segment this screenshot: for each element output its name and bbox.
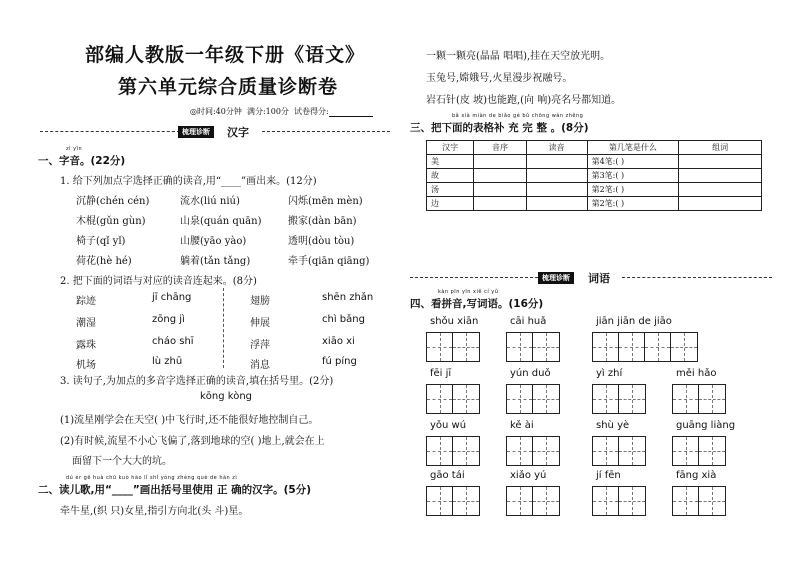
word-pinyin: kě ài [510, 420, 534, 431]
section-title-hanzi: 汉字 [227, 126, 249, 139]
section-badge: 梳理诊断 [178, 126, 214, 138]
section-title-ciyu: 词语 [588, 272, 610, 285]
writing-cell[interactable] [673, 487, 699, 515]
writing-cell[interactable] [593, 333, 619, 361]
table-row [427, 183, 762, 197]
pronunciation-item[interactable]: 搬家(dàn bān) [288, 216, 357, 227]
q1-1-instruction: 1. 给下列加点字选择正确的读音,用“____”画出来。(12分) [60, 176, 317, 187]
writing-cell[interactable] [507, 487, 533, 515]
page-title: 部编人教版一年级下册《语文》 [85, 44, 366, 66]
writing-grid[interactable] [592, 486, 646, 516]
table-cell[interactable] [474, 197, 526, 211]
table-cell-char: 故 [427, 169, 474, 183]
writing-cell[interactable] [453, 385, 479, 413]
word-pinyin: guāng liàng [676, 420, 736, 431]
pronunciation-item[interactable]: 木棍(gǔn gùn) [76, 216, 146, 227]
table-cell[interactable] [526, 183, 587, 197]
table-cell[interactable] [679, 197, 762, 211]
poem-line-4: 岩石针(皮 坡)也能跑,(向 响)亮名号都知道。 [426, 95, 622, 106]
pronunciation-item[interactable]: 椅子(qǐ yǐ) [76, 236, 126, 247]
pronunciation-item[interactable]: 流水(liú niú) [180, 196, 240, 207]
table-body [427, 155, 762, 211]
writing-cell[interactable] [533, 487, 559, 515]
match-word[interactable]: 潮湿 [76, 318, 96, 329]
writing-grid[interactable] [506, 332, 560, 362]
table-cell[interactable] [526, 169, 587, 183]
pronunciation-item[interactable]: 闪烁(mēn mèn) [288, 196, 363, 207]
writing-grid[interactable] [426, 486, 480, 516]
writing-cell[interactable] [533, 333, 559, 361]
pronunciation-item[interactable]: 沉静(chén cén) [76, 196, 150, 207]
q4-pinyin: kàn pīn yīn xiě cí yǔ [438, 289, 499, 295]
table-row [427, 155, 762, 169]
word-pinyin: fāng xià [676, 470, 717, 481]
poem-line-3: 玉兔号,嫦娥号,火星漫步祝融号。 [426, 73, 573, 84]
writing-cell[interactable] [619, 487, 645, 515]
word-pinyin: yún duǒ [510, 368, 551, 379]
word-pinyin: jiān jiān de jiāo [596, 316, 672, 327]
writing-cell[interactable] [593, 437, 619, 465]
table-cell[interactable] [679, 155, 762, 169]
writing-cell[interactable] [427, 333, 453, 361]
writing-cell[interactable] [619, 333, 645, 361]
writing-grid[interactable] [672, 436, 726, 466]
writing-grid[interactable] [672, 384, 726, 414]
section-divider [262, 131, 390, 132]
writing-cell[interactable] [593, 385, 619, 413]
meta-score: 满分:100分 [246, 107, 289, 116]
match-pinyin[interactable]: shēn zhǎn [322, 292, 374, 303]
section-divider [622, 277, 772, 278]
pronunciation-item[interactable]: 透明(dòu tòu) [288, 236, 355, 247]
match-word[interactable]: 浮萍 [250, 340, 270, 351]
pronunciation-item[interactable]: 山泉(quán quān) [180, 216, 262, 227]
writing-cell[interactable] [619, 437, 645, 465]
writing-grid[interactable] [506, 384, 560, 414]
q1-3-instruction: 3. 读句子,为加点的多音字选择正确的读音,填在括号里。(2分) [60, 376, 334, 387]
word-pinyin: jí fēn [596, 470, 621, 481]
writing-grid[interactable] [426, 332, 480, 362]
meta-got: 试卷得分: [294, 107, 329, 116]
table-cell[interactable] [474, 155, 526, 169]
table-cell-char: 汤 [427, 183, 474, 197]
word-pinyin: měi hǎo [676, 368, 717, 379]
section-badge-2: 梳理诊断 [538, 272, 574, 284]
table-row [427, 169, 762, 183]
table-header-cell: 音序 [474, 141, 526, 155]
q1-title: zì yīn 一、字音。(22分) [38, 146, 126, 167]
writing-cell[interactable] [453, 437, 479, 465]
word-pinyin: fēi jī [430, 368, 452, 379]
writing-cell[interactable] [453, 333, 479, 361]
match-pinyin[interactable]: jī chāng [152, 292, 192, 303]
match-pinyin[interactable]: cháo shī [152, 336, 194, 347]
match-word[interactable]: 消息 [250, 360, 270, 371]
table-cell[interactable] [474, 169, 526, 183]
match-pinyin[interactable]: chì bǎng [322, 314, 365, 325]
match-word[interactable]: 机场 [76, 360, 96, 371]
table-cell[interactable]: 第3笔:( ) [587, 169, 679, 183]
writing-cell[interactable] [645, 333, 671, 361]
table-cell[interactable] [526, 155, 587, 169]
q2-line-1: 牵牛星,(织 只)女星,指引方向北(头 斗)星。 [60, 506, 249, 517]
table-cell[interactable] [679, 169, 762, 183]
writing-grid[interactable] [506, 436, 560, 466]
q1-2-instruction: 2. 把下面的词语与对应的读音连起来。(8分) [60, 276, 257, 287]
poem-line-2: 一颗一颗亮(晶晶 唱唱),挂在天空放光明。 [426, 51, 611, 62]
matching-divider [223, 288, 224, 368]
writing-cell[interactable] [507, 437, 533, 465]
writing-cell[interactable] [593, 487, 619, 515]
writing-grid[interactable] [426, 384, 480, 414]
table-row [427, 197, 762, 211]
table-header-cell: 组词 [679, 141, 762, 155]
writing-cell[interactable] [427, 437, 453, 465]
table-cell[interactable]: 第4笔:( ) [587, 155, 679, 169]
writing-cell[interactable] [533, 437, 559, 465]
match-word[interactable]: 伸展 [250, 318, 270, 329]
table-cell[interactable] [474, 183, 526, 197]
q4-title: kàn pīn yīn xiě cí yǔ 四、看拼音,写词语。(16分) [410, 289, 544, 310]
table-header-cell: 第几笔是什么 [587, 141, 679, 155]
writing-cell[interactable] [619, 385, 645, 413]
match-pinyin[interactable]: lù zhū [152, 356, 183, 367]
writing-grid[interactable] [592, 436, 646, 466]
writing-cell[interactable] [507, 385, 533, 413]
match-pinyin[interactable]: zōng jì [152, 314, 185, 325]
match-pinyin[interactable]: xiāo xi [322, 336, 355, 347]
match-word[interactable]: 露珠 [76, 340, 96, 351]
writing-cell[interactable] [533, 385, 559, 413]
q1-3-sentence-2b: 面留下一个大大的坑。 [72, 456, 172, 467]
section-divider [40, 131, 180, 132]
pronunciation-item[interactable]: 山腰(yāo yào) [180, 236, 247, 247]
writing-grid[interactable] [592, 332, 698, 362]
writing-cell[interactable] [699, 437, 725, 465]
word-pinyin: yì zhí [596, 368, 623, 379]
table-cell[interactable]: 第2笔:( ) [587, 183, 679, 197]
writing-grid[interactable] [592, 384, 646, 414]
writing-cell[interactable] [671, 333, 697, 361]
writing-cell[interactable] [699, 487, 725, 515]
writing-cell[interactable] [427, 385, 453, 413]
q3-table [426, 140, 762, 211]
section-divider [410, 277, 538, 278]
word-pinyin: shù yè [596, 420, 630, 431]
table-cell[interactable] [679, 183, 762, 197]
page-subtitle: 第六单元综合质量诊断卷 [118, 76, 339, 98]
writing-cell[interactable] [507, 333, 533, 361]
pronunciation-item[interactable]: 躺着(tǎn tǎng) [180, 256, 251, 267]
q3-title: bǎ xià miàn de biǎo gé bǔ chōng wán zhěng 三、把下面的表格补 充 完 整 。(8分) [410, 113, 589, 134]
word-pinyin: xiǎo yú [510, 470, 547, 481]
pronunciation-item[interactable]: 牵手(qiān qiāng) [288, 256, 370, 267]
q1-3-sentence-1: (1)流星刚学会在天空( )中飞行时,还不能很好地控制自己。 [60, 415, 319, 426]
writing-cell[interactable] [699, 385, 725, 413]
writing-grid[interactable] [672, 486, 726, 516]
match-pinyin[interactable]: fú píng [322, 356, 357, 367]
match-word[interactable]: 翅膀 [250, 296, 270, 307]
word-pinyin: gāo tái [430, 470, 465, 481]
score-blank[interactable] [329, 107, 373, 117]
q1-3-options: kōng kòng [200, 391, 253, 402]
table-cell[interactable] [526, 197, 587, 211]
writing-grid[interactable] [426, 436, 480, 466]
word-pinyin: yǒu wú [430, 420, 467, 431]
q2-title: dú ér gē huà chū kuò hào lǐ shǐ yòng zhèng què de hàn zì 二、读儿歌,用“____”画出括号里使用 正 确的汉字。(5分) [38, 475, 312, 496]
q1-pinyin: zì yīn [66, 146, 83, 152]
q3-pinyin: bǎ xià miàn de biǎo gé bǔ chōng wán zhěng [452, 113, 584, 119]
table-cell-char: 美 [427, 155, 474, 169]
writing-cell[interactable] [673, 437, 699, 465]
table-header-cell: 汉字 [427, 141, 474, 155]
exam-meta [190, 106, 373, 117]
writing-grid[interactable] [506, 486, 560, 516]
table-header-cell: 读音 [526, 141, 587, 155]
table-cell[interactable]: 第2笔:( ) [587, 197, 679, 211]
table-header-row [427, 141, 762, 155]
writing-cell[interactable] [453, 487, 479, 515]
writing-cell[interactable] [673, 385, 699, 413]
q2-pinyin: dú ér gē huà chū kuò hào lǐ shǐ yòng zhèng què de hàn zì [66, 475, 238, 481]
match-word[interactable]: 踪迹 [76, 296, 96, 307]
meta-time: ◎时间:40分钟 [190, 107, 242, 116]
word-pinyin: cāi huǎ [510, 316, 547, 327]
table-cell-char: 边 [427, 197, 474, 211]
word-pinyin: shǒu xiān [430, 316, 479, 327]
q1-3-sentence-2: (2)有时候,流星不小心飞偏了,落到地球的空( )地上,就会在上 [60, 436, 325, 447]
pronunciation-item[interactable]: 荷花(hè hé) [76, 256, 132, 267]
writing-cell[interactable] [427, 487, 453, 515]
